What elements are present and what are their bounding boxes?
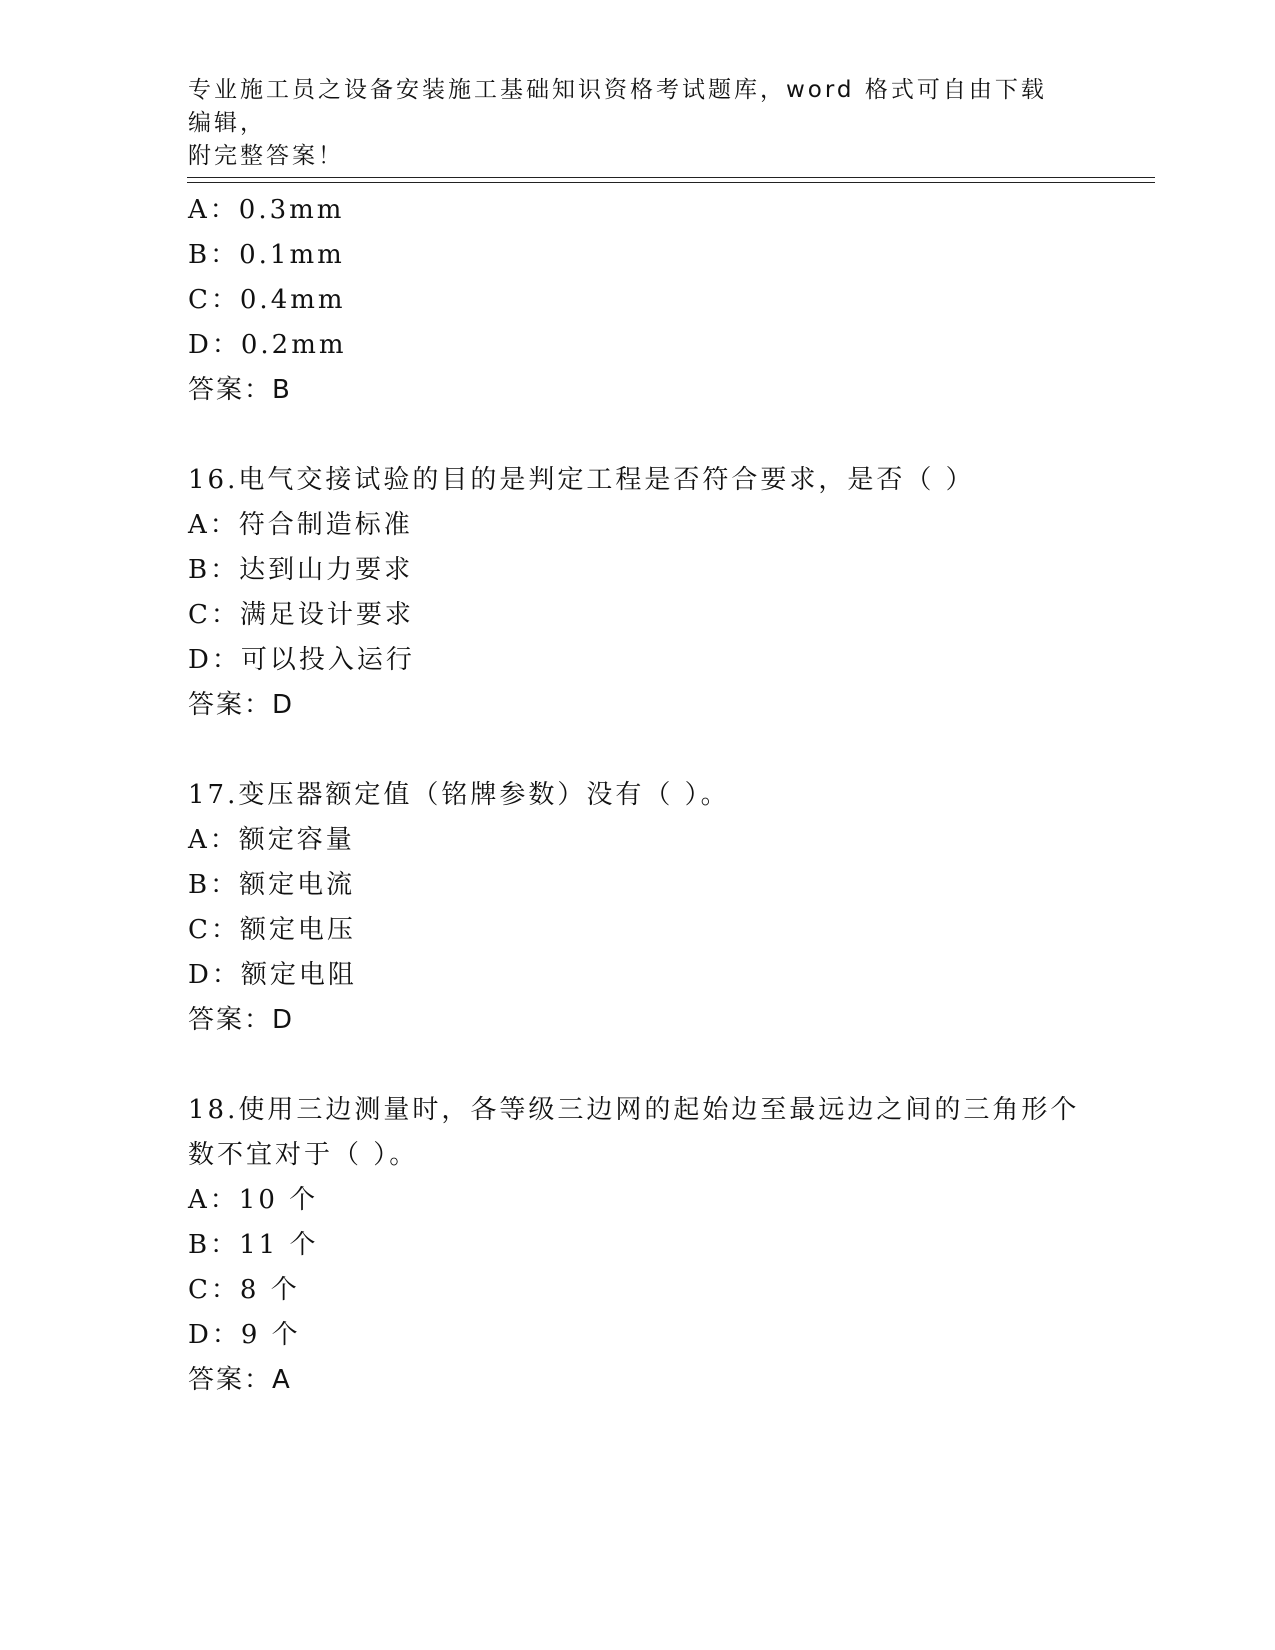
q18-option-a: A：10 个 <box>188 1185 319 1215</box>
q16-question: 16.电气交接试验的目的是判定工程是否符合要求，是否（ ） <box>188 465 975 495</box>
q16-option-a: A：符合制造标准 <box>188 510 413 540</box>
q17-option-b: B：额定电流 <box>188 870 356 900</box>
q18-answer: 答案：A <box>188 1365 292 1395</box>
q18-option-b: B：11 个 <box>188 1230 319 1260</box>
q18-option-c: C：8 个 <box>188 1275 300 1305</box>
q15-option-c: C：0.4mm <box>188 285 346 315</box>
q16-answer: 答案：D <box>188 690 295 720</box>
document-header <box>188 74 1068 173</box>
q16-option-d: D：可以投入运行 <box>188 645 415 675</box>
header-divider-top <box>187 177 1155 178</box>
header-divider-bottom <box>187 182 1155 183</box>
q17-question: 17.变压器额定值（铭牌参数）没有（ ）。 <box>188 780 730 810</box>
q17-option-c: C：额定电压 <box>188 915 356 945</box>
q15-option-b: B：0.1mm <box>188 240 345 270</box>
q18-question-line-2: 数不宜对于（ ）。 <box>188 1140 419 1170</box>
q18-option-d: D：9 个 <box>188 1320 301 1350</box>
q17-option-a: A：额定容量 <box>188 825 355 855</box>
q16-option-b: B：达到山力要求 <box>188 555 414 585</box>
q18-question-line-1: 18.使用三边测量时，各等级三边网的起始边至最远边之间的三角形个 <box>188 1095 1080 1125</box>
q16-option-c: C：满足设计要求 <box>188 600 414 630</box>
q15-option-a: A：0.3mm <box>188 195 345 225</box>
q15-option-d: D：0.2mm <box>188 330 347 360</box>
header-title-line-2: 附完整答案！ <box>188 143 344 169</box>
header-title-line-1: 专业施工员之设备安装施工基础知识资格考试题库，word 格式可自由下载编辑， <box>188 77 1047 136</box>
q17-answer: 答案：D <box>188 1005 295 1035</box>
q15-answer: 答案：B <box>188 375 292 405</box>
q17-option-d: D：额定电阻 <box>188 960 357 990</box>
